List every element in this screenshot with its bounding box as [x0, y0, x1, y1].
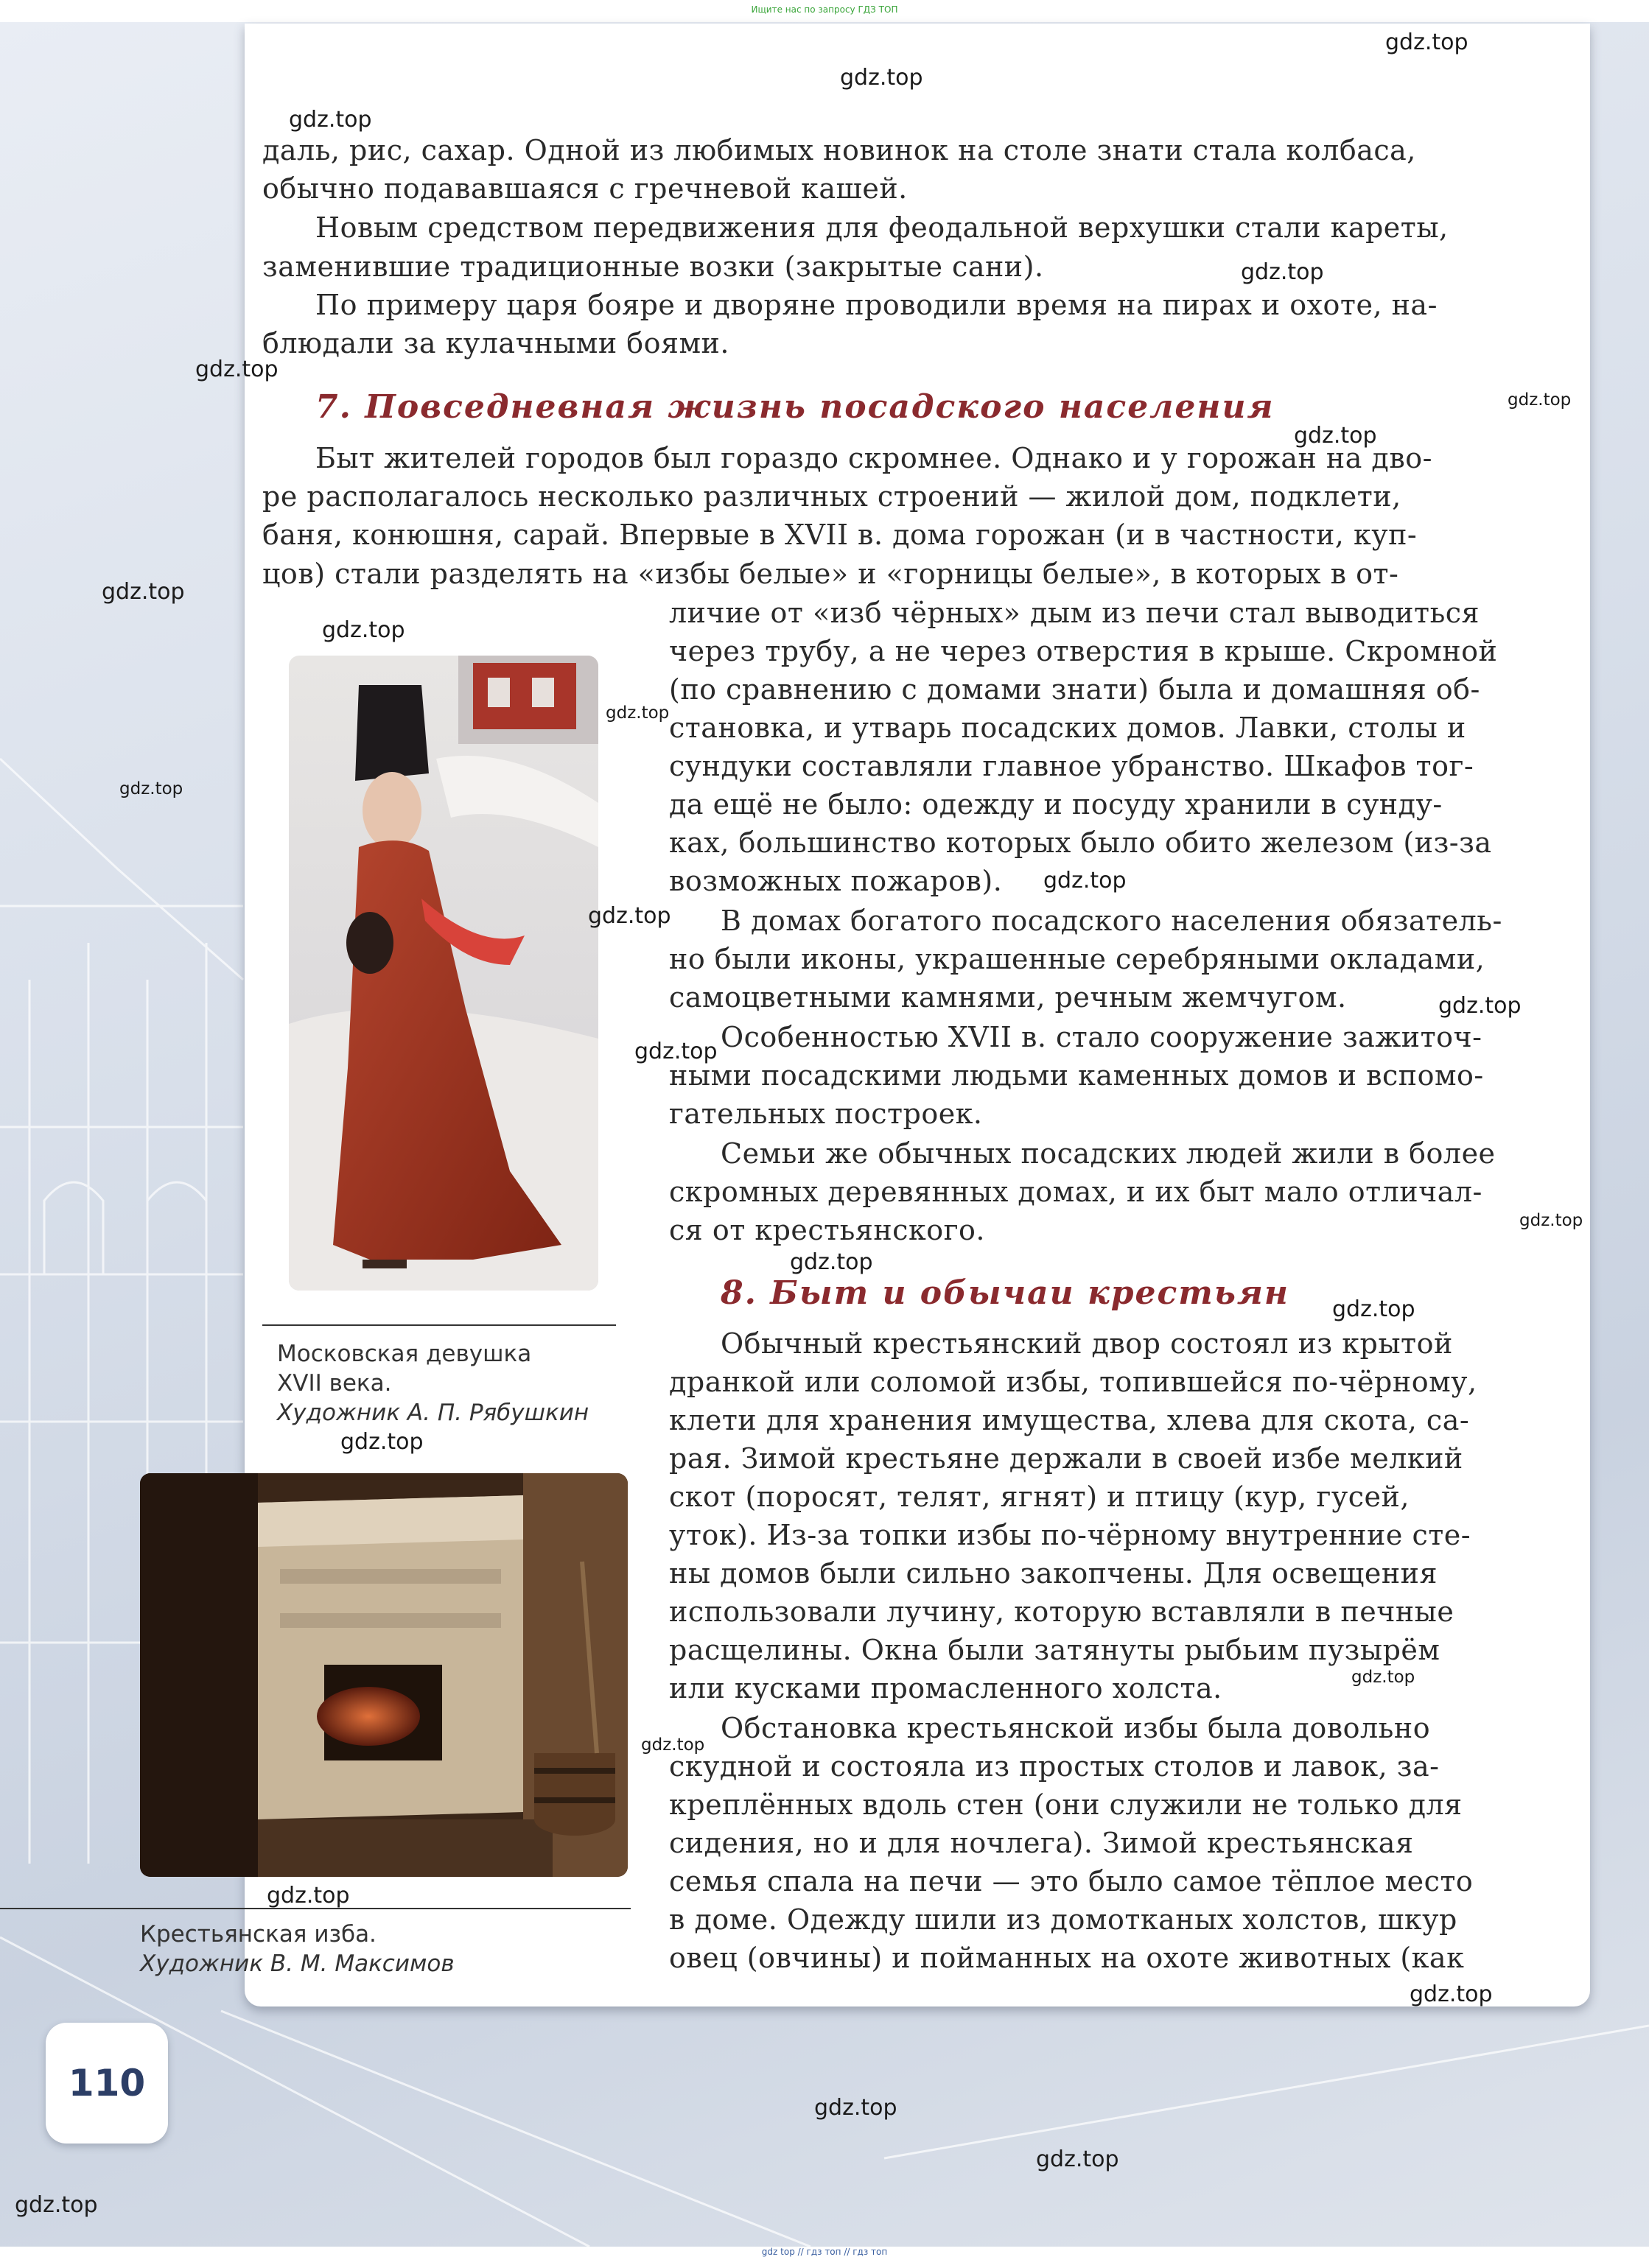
text-line: сундуки составляли главное убранство. Шкафов тог- — [669, 750, 1474, 782]
text-line: личие от «изб чёрных» дым из печи стал выводиться — [669, 597, 1480, 629]
text-line: рая. Зимой крестьяне держали в своей избе мелкий — [669, 1442, 1463, 1475]
text-line: Новым средством передвижения для феодальной верхушки стали кареты, — [315, 211, 1449, 244]
watermark: gdz.top — [340, 1429, 424, 1455]
watermark: gdz.top — [1332, 1296, 1415, 1322]
text-line: самоцветными камнями, речным жемчугом. — [669, 981, 1347, 1014]
painting-peasant-hut — [140, 1473, 628, 1877]
watermark: gdz.top — [267, 1883, 350, 1909]
text-line: ре располагалось несколько различных строений — жилой дом, подклети, — [262, 480, 1401, 513]
text-line: ках, большинство которых было обито железом (из-за — [669, 826, 1492, 859]
text-line: креплённых вдоль стен (они служили не только для — [669, 1788, 1463, 1821]
text-line: заменившие традиционные возки (закрытые сани). — [262, 250, 1044, 283]
text-line: гательных построек. — [669, 1098, 983, 1130]
caption-rule — [262, 1324, 616, 1326]
text-line: но были иконы, украшенные серебряными окладами, — [669, 943, 1485, 975]
section-heading: 8. Быт и обычаи крестьян — [721, 1274, 1289, 1312]
text-line: скромных деревянных домах, и их быт мало отличал- — [669, 1176, 1482, 1208]
watermark: gdz.top — [790, 1249, 873, 1275]
text-line: использовали лучину, которую вставляли в печные — [669, 1595, 1454, 1628]
text-line: в доме. Одежду шили из домотканых холстов, шкур — [669, 1903, 1457, 1936]
text-line: семья спала на печи — это было самое тёплое место — [669, 1865, 1474, 1897]
text-line: цов) стали разделять на «избы белые» и «горницы белые», в которых в от- — [262, 558, 1399, 590]
watermark: gdz.top — [322, 617, 405, 643]
watermark: gdz.top — [588, 903, 671, 929]
text-line: ными посадскими людьми каменных домов и вспомо- — [669, 1059, 1484, 1092]
watermark: gdz.top — [1351, 1668, 1415, 1687]
text-line: Обстановка крестьянской избы была довольно — [721, 1712, 1431, 1744]
text-line: В домах богатого посадского населения обязатель- — [721, 905, 1502, 937]
caption-line: Крестьянская изба. — [140, 1921, 377, 1948]
header-note: Ищите нас по запросу ГДЗ ТОП — [751, 4, 898, 15]
watermark: gdz.top — [289, 107, 372, 133]
watermark: gdz.top — [1385, 29, 1468, 55]
text-line: да ещё не было: одежду и посуду хранили в сунду- — [669, 788, 1443, 821]
text-line: овец (овчины) и пойманных на охоте животных (как — [669, 1942, 1465, 1974]
painting-moscow-girl-image — [289, 656, 598, 1291]
watermark: gdz.top — [1519, 1211, 1583, 1230]
watermark: gdz.top — [1043, 868, 1127, 893]
text-line: блюдали за кулачными боями. — [262, 327, 729, 359]
watermark: gdz.top — [15, 2192, 98, 2218]
painting-peasant-hut-image — [140, 1473, 628, 1877]
watermark: gdz.top — [1294, 423, 1377, 449]
text-line: баня, конюшня, сарай. Впервые в XVII в. дома горожан (и в частности, куп- — [262, 519, 1418, 551]
watermark: gdz.top — [814, 2095, 897, 2121]
caption-line: Московская девушка — [277, 1341, 532, 1367]
watermark: gdz.top — [102, 579, 185, 605]
text-line: сидения, но и для ночлега). Зимой крестьянская — [669, 1827, 1414, 1859]
watermark: gdz.top — [119, 779, 183, 798]
footer-note: gdz top // гдз топ // гдз топ — [761, 2247, 888, 2257]
text-line: Особенностью XVII в. стало сооружение зажиточ- — [721, 1021, 1482, 1053]
text-line: ся от крестьянского. — [669, 1214, 985, 1246]
text-line: возможных пожаров). — [669, 865, 1003, 897]
text-line: ны домов были сильно закопчены. Для освещения — [669, 1557, 1438, 1590]
text-line: даль, рис, сахар. Одной из любимых новинок на столе знати стала колбаса, — [262, 134, 1416, 166]
painting-moscow-girl — [289, 656, 598, 1291]
watermark: gdz.top — [634, 1039, 718, 1064]
text-line: скот (поросят, телят, ягнят) и птицу (кур, гусей, — [669, 1481, 1410, 1513]
text-line: через трубу, а не через отверстия в крыше. Скромной — [669, 635, 1498, 667]
text-line: расщелины. Окна были затянуты рыбьим пузырём — [669, 1634, 1440, 1666]
text-line: уток). Из-за топки избы по-чёрному внутренние сте- — [669, 1519, 1471, 1551]
watermark: gdz.top — [641, 1735, 705, 1755]
text-line: Быт жителей городов был гораздо скромнее. Однако и у горожан на дво- — [315, 442, 1432, 474]
watermark: gdz.top — [1410, 1981, 1493, 2007]
section-heading: 7. Повседневная жизнь посадского населения — [315, 388, 1275, 426]
watermark: gdz.top — [1241, 259, 1324, 285]
page-number: 110 — [46, 2023, 168, 2144]
text-line: обычно подававшаяся с гречневой кашей. — [262, 172, 908, 205]
caption-artist: Художник А. П. Рябушкин — [277, 1400, 589, 1426]
text-line: дранкой или соломой избы, топившейся по-чёрному, — [669, 1366, 1477, 1398]
caption-line: XVII века. — [277, 1370, 392, 1397]
text-line: скудной и состояла из простых столов и лавок, за- — [669, 1750, 1440, 1783]
watermark: gdz.top — [1438, 993, 1522, 1019]
text-line: клети для хранения имущества, хлева для скота, са- — [669, 1404, 1470, 1436]
text-line: становка, и утварь посадских домов. Лавки, столы и — [669, 712, 1466, 744]
text-line: или кусками промасленного холста. — [669, 1672, 1222, 1704]
watermark: gdz.top — [1036, 2146, 1119, 2172]
text-line: Обычный крестьянский двор состоял из крытой — [721, 1327, 1453, 1360]
caption-moscow-girl — [277, 1339, 589, 1428]
watermark: gdz.top — [606, 703, 670, 723]
text-line: По примеру царя бояре и дворяне проводили время на пирах и охоте, на- — [315, 289, 1438, 321]
text-line: (по сравнению с домами знати) была и домашняя об- — [669, 673, 1480, 706]
text-line: Семьи же обычных посадских людей жили в более — [721, 1137, 1496, 1170]
caption-artist: Художник В. М. Максимов — [140, 1951, 455, 1977]
caption-peasant-hut — [140, 1920, 455, 1979]
watermark: gdz.top — [195, 357, 279, 382]
watermark: gdz.top — [840, 65, 923, 91]
watermark: gdz.top — [1508, 390, 1572, 410]
